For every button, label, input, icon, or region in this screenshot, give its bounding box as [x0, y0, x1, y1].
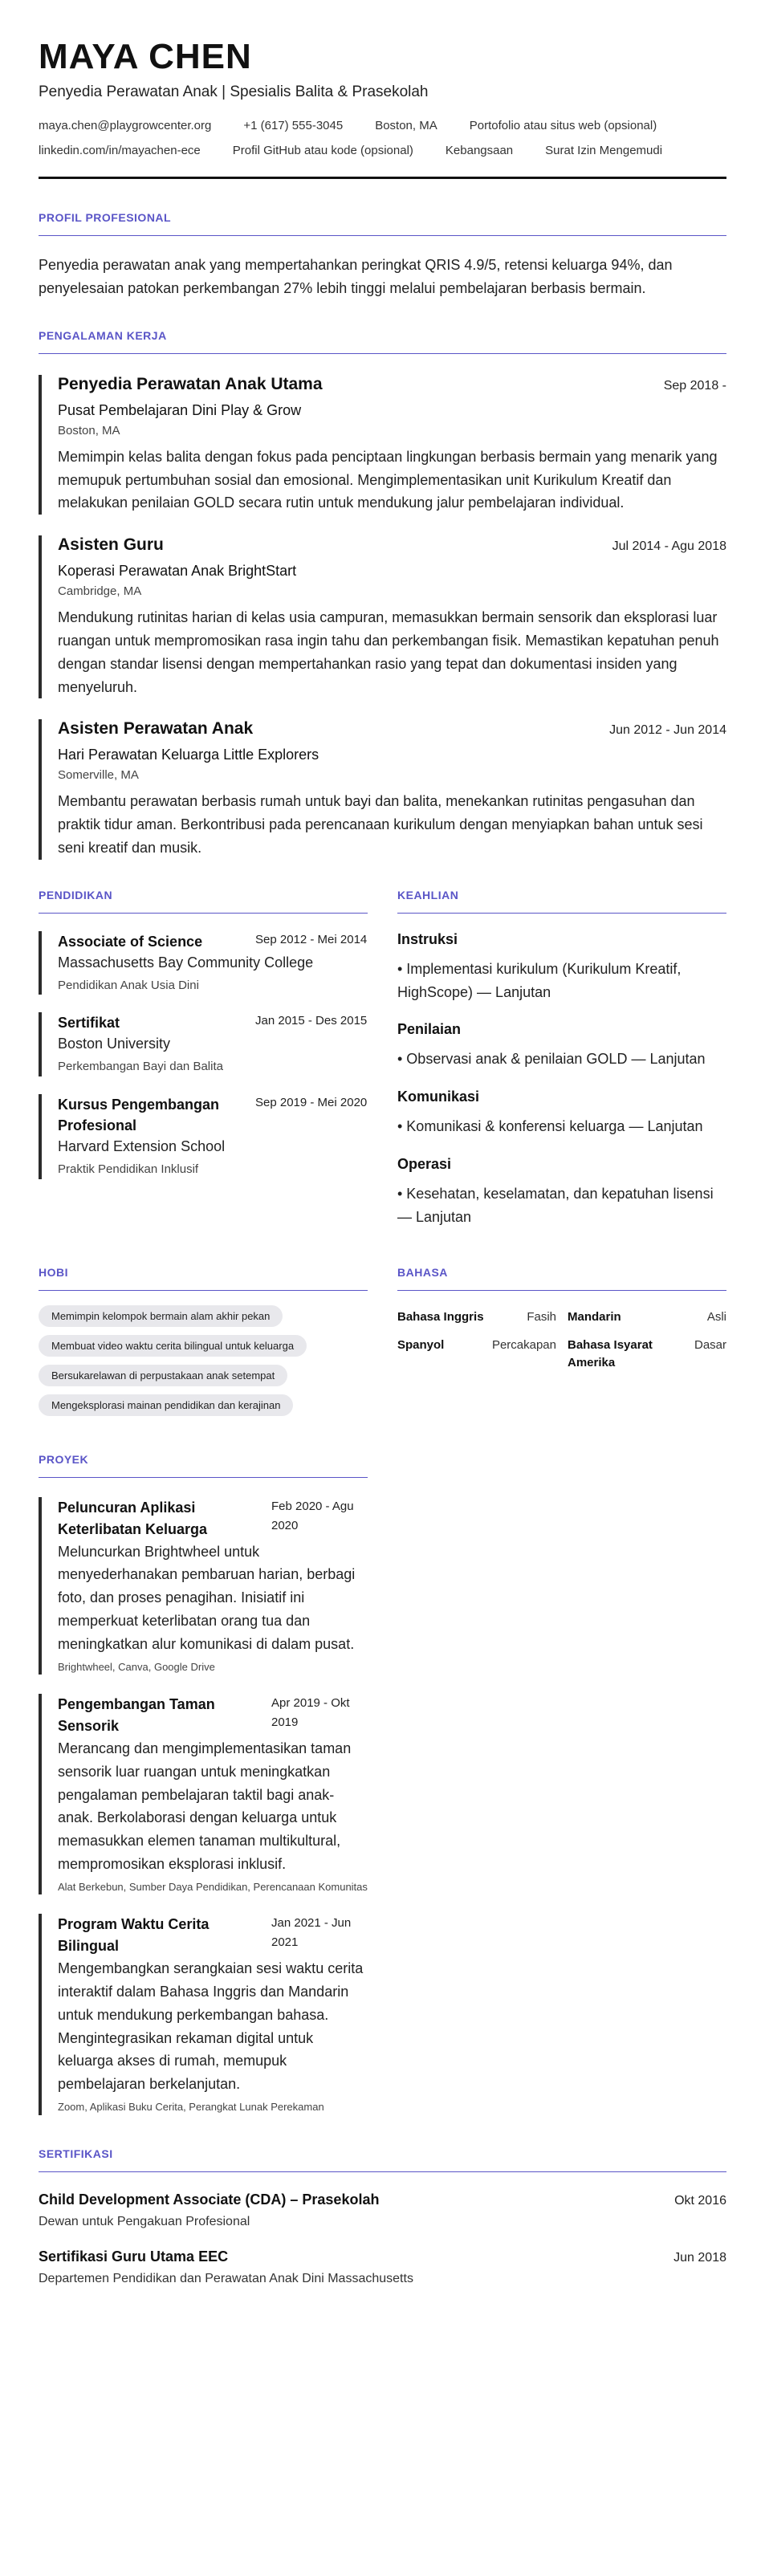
- job-date: Sep 2018 -: [663, 378, 726, 393]
- project-description: Merancang dan mengimplementasikan taman sensorik luar ruangan untuk meningkatkan pengalaman pembelajaran taktil bagi anak-anak. Berkolaborasi dengan keluarga untuk memasukkan elemen tanaman multikultural, mempromosikan eksplorasi inklusif.: [58, 1740, 352, 1872]
- language-name: Spanyol: [397, 1338, 445, 1353]
- project-title: Program Waktu Cerita Bilingual: [58, 1916, 210, 1955]
- candidate-headline: Penyedia Perawatan Anak | Spesialis Balita & Prasekolah: [39, 83, 429, 101]
- education-skills-row: [39, 889, 726, 1229]
- education-date: Jan 2015 - Des 2015: [255, 1014, 368, 1028]
- experience-item: [39, 375, 726, 515]
- job-description: Membantu perawatan berbasis rumah untuk bayi dan balita, menekankan rutinitas pengasuhan dan praktik tidur aman. Berkontribusi pada perencanaan kurikulum dengan menyiapkan bahan untuk sesi seni kreatif dan musik.: [58, 793, 703, 856]
- project-title: Pengembangan Taman Sensorik: [58, 1696, 215, 1735]
- contact-email[interactable]: maya.chen@playgrowcenter.org: [39, 119, 212, 133]
- section-divider: [39, 1290, 368, 1291]
- section-divider: [39, 235, 726, 236]
- project-item: [39, 1914, 368, 2114]
- contact-github[interactable]: Profil GitHub atau kode (opsional): [232, 144, 413, 158]
- project-tools: Zoom, Aplikasi Buku Cerita, Perangkat Lunak Perekaman: [58, 2101, 324, 2114]
- section-title-education: PENDIDIKAN: [39, 888, 113, 901]
- skill-category: Penilaian: [397, 1021, 462, 1038]
- education-item: [39, 1094, 368, 1179]
- section-divider: [39, 353, 726, 354]
- language-level: Percakapan: [491, 1338, 556, 1353]
- language-level: Dasar: [694, 1338, 726, 1353]
- job-location: Somerville, MA: [58, 768, 139, 783]
- language-name: Bahasa Isyarat Amerika: [568, 1338, 653, 1370]
- language-item: [568, 1308, 726, 1326]
- language-item: [397, 1337, 556, 1372]
- section-divider: [39, 1477, 368, 1478]
- skill-category: Operasi: [397, 1155, 452, 1172]
- experience-item: [39, 535, 726, 698]
- profile-summary: Penyedia perawatan anak yang mempertahankan peringkat QRIS 4.9/5, retensi keluarga 94%, dan penyelesaian patokan perkembangan 27% lebih tinggi melalui pembelajaran berbasis bermain.: [39, 257, 673, 296]
- education-field: Pendidikan Anak Usia Dini: [58, 978, 199, 992]
- education-institution: Boston University: [58, 1036, 171, 1052]
- job-title: Penyedia Perawatan Anak Utama: [58, 374, 323, 393]
- section-title-projects: PROYEK: [39, 1452, 89, 1466]
- certification-item: [39, 2191, 726, 2229]
- education-section: [39, 889, 368, 1229]
- language-name: Bahasa Inggris: [397, 1309, 484, 1324]
- hobby-tag: Memimpin kelompok bermain alam akhir pekan: [39, 1305, 283, 1327]
- contact-portfolio[interactable]: Portofolio atau situs web (opsional): [469, 119, 657, 133]
- certification-item: [39, 2248, 726, 2286]
- job-organization: Koperasi Perawatan Anak BrightStart: [58, 563, 297, 580]
- hobbies-section: [39, 1266, 368, 1416]
- job-location: Cambridge, MA: [58, 584, 142, 599]
- section-title-languages: BAHASA: [397, 1265, 448, 1279]
- certification-title: Sertifikasi Guru Utama EEC: [39, 2248, 229, 2265]
- language-level: Fasih: [527, 1309, 556, 1324]
- contact-linkedin[interactable]: linkedin.com/in/mayachen-ece: [39, 144, 201, 158]
- project-tools: Brightwheel, Canva, Google Drive: [58, 1660, 215, 1673]
- project-title: Peluncuran Aplikasi Keterlibatan Keluarga: [58, 1499, 208, 1537]
- education-date: Sep 2012 - Mei 2014: [255, 932, 368, 946]
- contact-info: [39, 119, 726, 157]
- job-date: Jul 2014 - Agu 2018: [612, 539, 726, 554]
- job-description: Mendukung rutinitas harian di kelas usia campuran, memasukkan bermain sensorik dan eksplorasi luar ruangan untuk mempromosikan rasa ingin tahu dan perkembangan fisik. Memastikan kepatuhan penuh dengan standar lisensi dengan mempertahankan rasio yang tepat dan dokumentasi insiden yang menyeluruh.: [58, 609, 719, 695]
- candidate-name: MAYA CHEN: [39, 37, 252, 76]
- job-location: Boston, MA: [58, 423, 120, 437]
- skill-category: Komunikasi: [397, 1089, 480, 1105]
- education-field: Praktik Pendidikan Inklusif: [58, 1162, 199, 1177]
- certification-date: Okt 2016: [674, 2193, 726, 2208]
- experience-item: [39, 719, 726, 859]
- section-divider: [39, 913, 368, 914]
- project-description: Mengembangkan serangkaian sesi waktu cerita interaktif dalam Bahasa Inggris dan Mandarin untuk mendukung perkembangan bahasa. Mengintegrasikan rekaman digital untuk keluarga akses di rumah, memupuk pembelajaran berkelanjutan.: [58, 1960, 364, 2093]
- section-divider: [397, 1290, 726, 1291]
- certification-title: Child Development Associate (CDA) – Prasekolah: [39, 2191, 380, 2208]
- project-item: [39, 1694, 368, 1894]
- job-title: Asisten Perawatan Anak: [58, 719, 254, 739]
- education-item: [39, 931, 368, 995]
- hobby-tag: Bersukarelawan di perpustakaan anak setempat: [39, 1365, 287, 1386]
- education-institution: Harvard Extension School: [58, 1138, 226, 1155]
- hobby-tag: Mengeksplorasi mainan pendidikan dan kerajinan: [39, 1394, 293, 1416]
- education-institution: Massachusetts Bay Community College: [58, 954, 314, 971]
- project-date: Apr 2019 - Okt 2019: [271, 1696, 350, 1730]
- section-divider: [397, 913, 726, 914]
- education-field: Perkembangan Bayi dan Balita: [58, 1060, 223, 1074]
- skills-section: [397, 889, 726, 1229]
- certifications-section: [39, 2147, 726, 2286]
- contact-phone[interactable]: +1 (617) 555-3045: [243, 119, 344, 133]
- education-degree: Kursus Pengembangan Profesional: [58, 1096, 220, 1134]
- project-tools: Alat Berkebun, Sumber Daya Pendidikan, Perencanaan Komunitas: [58, 1880, 368, 1893]
- certification-issuer: Dewan untuk Pengakuan Profesional: [39, 2214, 250, 2228]
- skill-item: • Implementasi kurikulum (Kurikulum Kreatif, HighScope) — Lanjutan: [397, 960, 682, 1000]
- projects-section: [39, 1453, 368, 2115]
- skill-item: • Kesehatan, keselamatan, dan kepatuhan lisensi — Lanjutan: [397, 1185, 714, 1225]
- experience-section: [39, 329, 726, 860]
- skill-category: Instruksi: [397, 930, 458, 947]
- language-item: [397, 1308, 556, 1326]
- profile-section: [39, 211, 726, 300]
- project-date: Jan 2021 - Jun 2021: [271, 1916, 352, 1950]
- skill-item: • Observasi anak & penilaian GOLD — Lanjutan: [397, 1051, 706, 1068]
- language-name: Mandarin: [568, 1309, 621, 1324]
- education-date: Sep 2019 - Mei 2020: [255, 1095, 368, 1109]
- languages-section: [397, 1266, 726, 1416]
- certification-date: Jun 2018: [673, 2250, 726, 2265]
- certification-issuer: Departemen Pendidikan dan Perawatan Anak Dini Massachusetts: [39, 2271, 413, 2285]
- section-title-hobbies: HOBI: [39, 1265, 68, 1279]
- contact-location: Boston, MA: [375, 119, 437, 133]
- language-level: Asli: [706, 1309, 726, 1324]
- section-title-certifications: SERTIFIKASI: [39, 2147, 113, 2160]
- job-title: Asisten Guru: [58, 535, 164, 555]
- project-item: [39, 1497, 368, 1675]
- education-item: [39, 1012, 368, 1076]
- skill-item: • Komunikasi & konferensi keluarga — Lanjutan: [397, 1118, 703, 1135]
- job-organization: Hari Perawatan Keluarga Little Explorers: [58, 747, 319, 763]
- project-date: Feb 2020 - Agu 2020: [271, 1499, 354, 1532]
- education-degree: Associate of Science: [58, 933, 203, 950]
- section-divider: [39, 2171, 726, 2172]
- job-organization: Pusat Pembelajaran Dini Play & Grow: [58, 401, 302, 418]
- hobbies-languages-row: [39, 1266, 726, 1416]
- education-degree: Sertifikat: [58, 1015, 120, 1032]
- section-title-skills: KEAHLIAN: [397, 888, 459, 901]
- section-title-profile: PROFIL PROFESIONAL: [39, 211, 172, 225]
- job-date: Jun 2012 - Jun 2014: [609, 723, 726, 738]
- header-divider: [39, 177, 726, 179]
- section-title-experience: PENGALAMAN KERJA: [39, 328, 167, 342]
- language-item: [568, 1337, 726, 1372]
- resume-header: [39, 39, 726, 179]
- contact-driving-license: Surat Izin Mengemudi: [545, 144, 663, 158]
- contact-nationality: Kebangsaan: [445, 144, 514, 158]
- project-description: Meluncurkan Brightwheel untuk menyederhanakan pembaruan harian, berbagi foto, dan proses penagihan. Inisiatif ini memperkuat keterlibatan orang tua dan meningkatkan alur komunikasi di dalam pusat.: [58, 1543, 356, 1652]
- job-description: Memimpin kelas balita dengan fokus pada penciptaan lingkungan berbasis bermain yang menarik yang memupuk pertumbuhan sosial dan emosional. Mengimplementasikan unit Kurikulum Kreatif dan melakukan penilaian GOLD secara rutin untuk mendukung jalur pembelajaran individual.: [58, 448, 718, 511]
- hobby-tag: Membuat video waktu cerita bilingual untuk keluarga: [39, 1335, 307, 1357]
